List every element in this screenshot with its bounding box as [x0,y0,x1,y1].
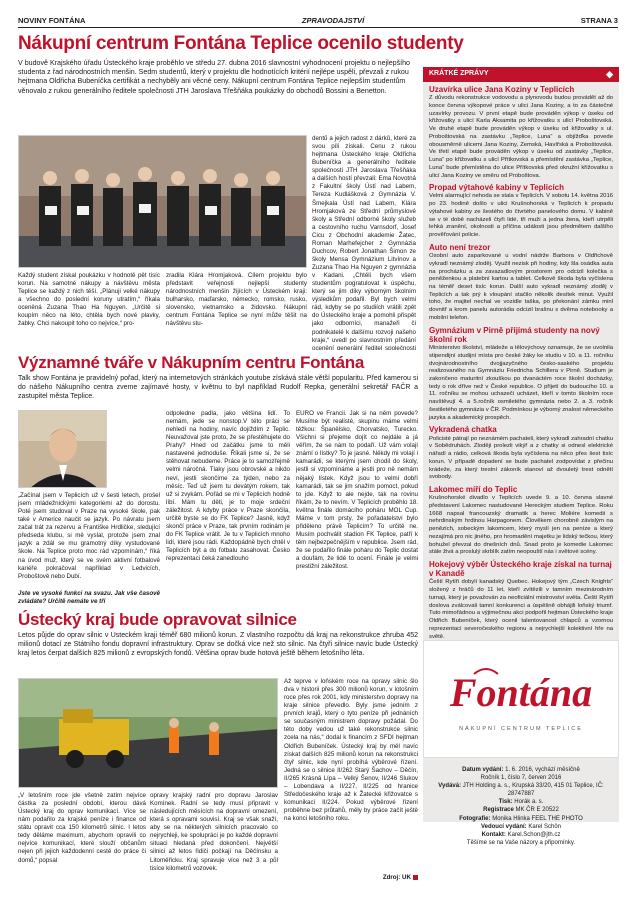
guest-portrait-photo [18,410,107,488]
imprint-line [429,798,613,806]
article3-lead: Letos půjde do oprav silnic v Ústeckém kraji téměř 680 milionů korun. Z vlastního rozpočtu dá kraj na rekonstrukce zhruba 452 milionů dotací ze Státního fondu dopravní infrastruktury. Oprav se dočká více než sto silnic. Na čtyři silnice navíc bude Ústecký kraj letos čerpat dalších 825 milionů z evropských fondů. Většina oprav bude hotová ještě během letošního léta. [18,632,418,658]
sidebar-news-title: Uzavírka ulice Jana Koziny v Teplicích [429,85,575,94]
imprint-value: 1. 6. 2016, vychází měsíčně [505,767,580,773]
imprint-value: Karel Schön [528,823,562,830]
article2-column-3: EURO ve Francii. Jak si na něm povede? Musíme být realisté, skupinu máme velmi těžkou: Španělsko, Chorvatsko, Turecko. Všichni si přejeme dojít co nejdále a já věřím, že se nám to podaří. Už vám volají známí o lístky? To je jasné. Někdy mi volají i kamarádi, se kterými jsem chodil do školy, jestli si vzpomínáme a jestli pro ně nemám nějaký lístek. Když jsou to velmi dobří kamarádi, tak se jim snažím pomoct, pokud to jde. Když to ale nejde, tak na rovinu říkám, že to nevím. V Teplicích proběhlo 18. května finále domácího poháru MOL Cup. Máme v tom prsty, že pořadatelství bylo přiděleno právě Teplicím? To určitě ne. Musím pochválit stadion FK Teplice, patří k těm nejbezpečnějším v republice. Jsem rád, že se podařilo finále poháru do Teplic dostat a doufám, že lidé to ocení. Finále je velmi prestižní záležitost. [296,410,418,571]
sidebar-news-title: Auto není trezor [429,242,491,252]
header-page-number: STRANA 3 [580,15,618,25]
page-header [18,14,618,28]
imprint-block [423,762,619,851]
sidebar-news-title: Hokejový výběr Ústeckého kraje získal na turnaj v Kanadě [429,560,612,579]
end-mark-icon [413,875,418,880]
article1-column-right: dentů a jejich radost z dárků, které za svou píli získali. Cenu z rukou hejtmana Ústeckého kraje Oldřicha Bubeníčka a generálního ředitele společnosti JTH Jaroslava Třešňáka a dalších hostí převzali: Ema Novotná z Fakultní školy Ústí nad Labem, Tereza Kudlášková z Gymnázia V. Šmejkala Ústí nad Labem, Klára Hromjaková ze Střední průmyslové školy a Střední odborné školy služeb a cestovního ruchu Varnsdorf, Josef Cicu z Obchodní akademie Žatec, Roman Marhefejcher z Gymnázia Duchcov, Robert Jonathan Šimon ze školy Mensa Gymnázium Litvínov a Zuzana Thao Ha Nguyen z gymnázia v Kadani. „Chtěli bych všem studentům pogratulovat k úspěchu, který se jim díky výborným školním výsledkům podařil. Byl bych velmi rád, kdyby se po studiích vrátili zpět do Ústeckého kraje a pomohli přispět jako odborníci, manažeři či podnikatelé k dalšímu rozvoji našeho kraje,“ uvedl po slavnostním předání ocenění generální ředitel společnosti [312,135,416,350]
imprint-label: Vedoucí vydání: [480,823,527,830]
article2-title: Významné tváře v Nákupním centru Fontána [18,353,365,372]
sidebar-news-text: Z důvodu rekonstrukce vodovodu a plynovodu budou provádět až do konce června výkopové práce v ulici Jana Koziny, a to za částečné uzavírky provozu. V první etapě bude prováděn výkop v úseku od křižovatky s ulicí Karla Aksamita po křižovatku s ulicí Proboštovská. Ve druhé etapě bude prováděn výkop v úseku od křižovatky s ul. Proboštovská na zastávku „Teplice, Luna“ a objížďka povede obousměrně ulicemi Jana Koziny, Zemská, Havířská a Proboštovská. Ve třetí etapě bude prováděn výkop v úseku od zastávky „Teplice, Luna“ po křižovatku s ulicí Přítkovská a přemístění zastávka „Teplice, Luna“ bude přemístěna do ulice Přítkovská před okružní křižovatku s ulicí Jana Koziny ve směru od Proboštova. [429,95,613,179]
article2-photo-caption: „Začínal jsem v Teplicích už v šesti letech, prošel jsem mládežnickými kategoriemi až do dorostu. Poté jsem studoval v Praze na vysoké škole, pak také v Americe naučit se jazyk. Po návratu jsem začal trát za rezervu a Františke Hrdličke, sledující předseda klubu, si mě vyslal, protože jsem znal jazyk a zdál se mu gramotný díky vystudované škole. Na Teplice proto moc rád vzpomínám,“ říká na úvod muž, který se ve svém aktivní fotbalové kariéře pokračoval například v Ledvicích, Proboštově nebo Dubí. [18,492,160,580]
article1-column-b: zradila Klára Hromjaková. Cílem projektu bylo představit veřejnosti nejlepší studenty národnostních menšin žijících v Ústeckém kraji: bulharsko, maďarsko, německo, romsko, rusko, slovensko, vietnamsko a židovsko. Nákupní centrum Fontána Teplice se nyní může těšit na návštěvu stu- [166,272,307,328]
sidebar-news-text: Policisté pátrají po neznámém pachateli, který vykradl zahradní chatku v Sobědruhách. Zloději prolezli vikýř a z chatky si odnesl elektrické nářadí a rádio, celková škoda byla vyčíslena na něco přes šest tisíc korun. V případě dopadení se bude pachatel zodpovídat z přečinu krádeže, za který trestní zákoník stanoví až dvouletý trest odnětí svobody. [429,435,614,481]
logo-mark-icon: ◆ [606,68,613,79]
imprint-label: Tisk: [498,799,513,806]
imprint-line [429,782,613,798]
article1-column-a: Každý student získal poukázku v hodnotě pět tisíc korun. Na samotné nákupy a návštěvu města Teplice se každý z nich těší. „Plánuji velké nákupy a všechno do poslední koruny utratím,“ říkala oceněná Zuzana Thao Ha Nguyen. „Určitě si koupím něco na léto, chtěla bych nové plavky, žabky. Chci nakoupit toho co nejvíce,“ pro- [18,272,160,328]
sidebar-news-list [423,85,619,641]
header-section: ZPRAVODAJSTVÍ [301,15,365,25]
imprint-line [429,839,613,847]
sidebar-news-title: Lakomec míří do Teplic [429,484,518,494]
road-repair-photo [18,678,278,788]
imprint-value: Karel.Schon@jth.cz [507,831,561,838]
imprint-label: Datum vydání: [462,767,504,773]
sidebar-news-text: Čeští Rytíři dobyli kanadský Quebec. Hokejový tým „Czech Knights“ složený z hráčů do 11 let, kteří zvítězili v tamním mezinárodním turnaji, který je považován za neoficiální mistrovství světa. Čeští Rytíři doslova zválcovali tamní konkurenci a úspěšně obhájili loňský triumf. Tuto mimořádnou a výjimečnou akci podpořil hejtman Ústeckého kraje Oldřich Bubeníček, který ocenil talentovanost chlapců a vzornou reprezentaci severočeského regionu a nejrychlejší kolektivní hře na světě. [429,579,613,640]
header-publication: NOVINY FONTÁNA [18,15,86,25]
sidebar-news-text: Krušnohorské divadlo v Teplicích uvede 9. a 10. června slavné představení Lakomec nastudované Hereckým studiem Teplice. Roku 1668 napsal francouzský dramatik a herec Moliére komedii s nehrdinským hrdinou Harpagonem. Člověkem chorobně závislým na penězích, sobeckým lakomcem, který myslí jen na peníze a který nezajímá pro nic jiného, pro hromadění majetku je lidský tečkou, který bohužel převzal do dnešních dnů. Snad proto je komedie Lakomec stále živá a proslulý skrblík zatím neopouští nás i světové scény. [429,495,613,556]
imprint-label: Fotografie: [459,815,491,822]
logo-tagline: NÁKUPNÍ CENTRUM TEPLICE [459,726,583,733]
imprint-line [429,823,613,831]
fontana-logo-icon [446,664,596,726]
article2-lead: Talk show Fontána je pravidelný pořad, který na internetových stránkách youtube získává stále větší popularitu. Před kamerou si do nášeho Nákupního centra zveme zajímavé hosty, v květnu to byl například Rudolf Repka, generální sekretář FAČR a zastupitel města Teplice. [18,375,418,401]
imprint-label: Vydává: [438,783,462,790]
imprint-line [429,766,613,774]
article3-column-c: Až teprve v loňském roce na opravy silnic šlo dva v historii přes 300 milionů korun, v lotošním roce přes rok 2001, kdy ministerstvo dopravy na kraje silnice převedlo. Byly jsme jedním z prvních krajů, který o tyto peníze při jednáních se současným ministrem dopravy požádal. Do této doby vedou už také rekonstrukce silnic zcela na nás,“ dodal k financím z SFDI hejtman Oldřich Bubeníček. Ústecký kraj by měl navíc získat dalších 825 milionů korun na rekonstrukci čtyř silnic, kde nyní probíhá výběrové řízení. Jedná se o silnice II/262 Starý Šachov – Děčín, II/265 Krásná Lípa – Velký Šenov, II/246 Slukov – Lobendava a II/227, II/225 od hranice Středočeského kraje až k Žatecké křižovatce s komunikací II/224. Pokud výběrové řízení proběhne bez průtahů, měly by práce začít ještě na konci letošního roku. [284,678,418,823]
svg-text:Fontána: Fontána [449,670,593,716]
article2-question-1: Jste ve vysoké funkci na svazu. Jak vše časově zvládáte? Určitě nemáte ve tři [18,590,160,606]
article3-column-a: „V letošním roce jde všetně zatím nejvíce částka za poslední období, kterou dává Ústecký kraj do oprav komunikací. Více se nám podařilo za krajské peníze i finance od státu opravit cca 150 kilometrů silnic. I letos tedy děláme maximum, abychom opravili co nejvíce komunikací, které slouží občanům nejen při jejich každodenní cestě do práce či domů,“ popsal [18,792,146,864]
imprint-value: JTH Holding a. s., Krupská 33/20, 415 01 Teplice, IČ: 28747887 [462,783,604,798]
article3-source-text: Zdroj: ÚK [382,874,411,881]
imprint-value: Těšíme se na Vaše názory a připomínky. [466,839,576,846]
sidebar-header-label: KRÁTKÉ ZPRÁVY [429,70,489,78]
article1-title: Nákupní centrum Fontána Teplice ocenilo studenty [18,33,464,54]
sidebar-news-text: Ministerstvo školství, mládeže a tělovýchovy oznamuje, že se uvolnila stipendijní studijní místa pro české žáky ke studiu v 10. a 11. ročníku dvojnárodnostního dvojjazyčného česko-saského projektu realizovaného na Gymnáziu Friedricha Schillera v Pirně. Studium je zakončeno maturitní zkouškou po dvanáctém roce školní docházky, tedy o rok dříve než v České republice. O přijetí do budoucího 10. a 11. ročníku se mohou uchazeči ucházet, kteří v tomto školním roce navštěvují 4. a 5.ročník osmiletého gymnázia nebo 2. a 3. ročník šestiletého gymnázia v ČR. Podmínkou je výborný znalost německého jazyka a akademický prospěch. [429,345,613,421]
imprint-value: Horák a. s. [514,799,544,806]
students-award-photo [18,135,307,268]
article2-column-2: odpoledne padla, jako většina lidí. To nemám, jede se nonstop.V této práci se nehledí na hodiny, navíc dojíždím z Teplic. Neuvažoval jste proto, že se přestěhujete do Prahy? Hned od začátku jsme to měli nastavené jednoduše. Říkali jsme si, že se stěhovat nebudeme. Práce je to samozřejmě velmi náročná. Tlaky jsou obrovské a nikdo neví, jestli skončíme za týden, nebo za měsíc. Teď už jsem tu devátým rokem, tak už si zvykám. Pořád se mi v Teplicích hodně líbí. Mám tu děti, je to moje srdeční záležitost. A kdyby práce v Praze skončila, určitě byste se do FK Teplice? Jasně, když skončí práce v Praze, tak prvním rodinám je do FK Teplice vrátit. Je tu v Teplicích mnoho lidí, které jsou rádi. Každopádně bych chtěl v Teplicích být a do fotbalu zasahovat. Česko reprezentaci čeká zanedlouho [166,410,290,563]
imprint-value: Ročník 1, číslo 7, červen 2016 [480,775,562,782]
article3-title: Ústecký kraj bude opravovat silnice [18,610,297,629]
sidebar-news-title: Vykradená chatka [429,425,497,435]
sidebar-news-title: Gymnázium v Pirně přijímá studenty na nový školní rok [429,325,600,344]
sidebar-news-title: Propad výtahové kabiny v Teplicích [429,183,565,193]
imprint-line [429,815,613,823]
article3-source [284,874,418,884]
article3-column-b: opravy krajský radní pro dopravu Jaroslav Komínek. Radní se tedy musí připravit v následujících měsících na dopravní omezení, která s opravami souvisí. Kraj se však snaží, aby se na některých silnicích pracovalo co nejrychleji, ke spolupráci je po každé dopravní situaci hledaná před dokončení. Největší silnici až letos řidiči počkají na Děčínsku a Litoměřicku. Kraj spravuje více než 3 a půl tisíce kilometrů vozovek. [150,792,278,872]
sidebar-header [423,67,619,82]
imprint-value: MK ČR E 20522 [515,807,559,814]
imprint-line [429,806,613,814]
imprint-label: Registrace [483,807,514,814]
imprint-label: Kontakt: [481,831,506,838]
imprint-line [429,774,613,782]
article1-lead: V budově Krajského úřadu Ústeckého kraje proběhlo ve středu 27. dubna 2016 slavnostní vyhodnocení projektu o nejlepšího studenta z řad národnostních menšin. Sedm studentů, který v projektu dle hodnotících kritérií nejlépe uspěli, převzali z rukou hejtmana Oldřicha Bubeníčka certifikát a nechyběly ani věcné ceny. Nákupní centrum Fontána Teplice nejlepším studentům věnovalo z rukou generálního ředitele společnosti JTH Jaroslava Třešňáka poukázky do obchodů Bossini a Benetton. [18,58,410,95]
sidebar-news-text: Velmi alarmující nehoda se stala v Teplicích. V sobotu 14. května 2016 po 23. hodině došlo v ulici Krušnohorská v Teplicích k propadu výtahové kabiny ze šestého do čtvrtého panelového domu. V kabině se v té době nacházeli čtyři lidé, tři muži a jedna žena, kteří utrpěli lehká zranění, okolnosti a příčina události jsou předmětem dalšího prověřování policie. [429,193,613,239]
imprint-line [429,831,613,839]
imprint-value: Monika Hlinka FEEL THE PHOTO [492,815,583,822]
fontana-logo-box [423,640,619,758]
sidebar-news-text: Osobní auto zaparkované u vodní nádrže Barbora v Oldřichově vykradl neznámý zloděj. Využil nezisk při hodiny, kdy šla osádka auta na procházku a za zavazadlovým prostorem pro odcizil kolečka s peněženkou a platební kartou a tablet. Celkově škoda byla vyčíslena na téměř deset tisíc korun. Další auto vykradl neznámý zloděj v Teplicích a tak prý k vloupání stačilo několik desítek minut. Využil toho, že majitel nechal ve vozidle taška, po překonání zámku minl dovnitř a krom panelu autorádia odcizil brašnu s dvěma notebooky a mobilní telefon. [429,253,613,321]
